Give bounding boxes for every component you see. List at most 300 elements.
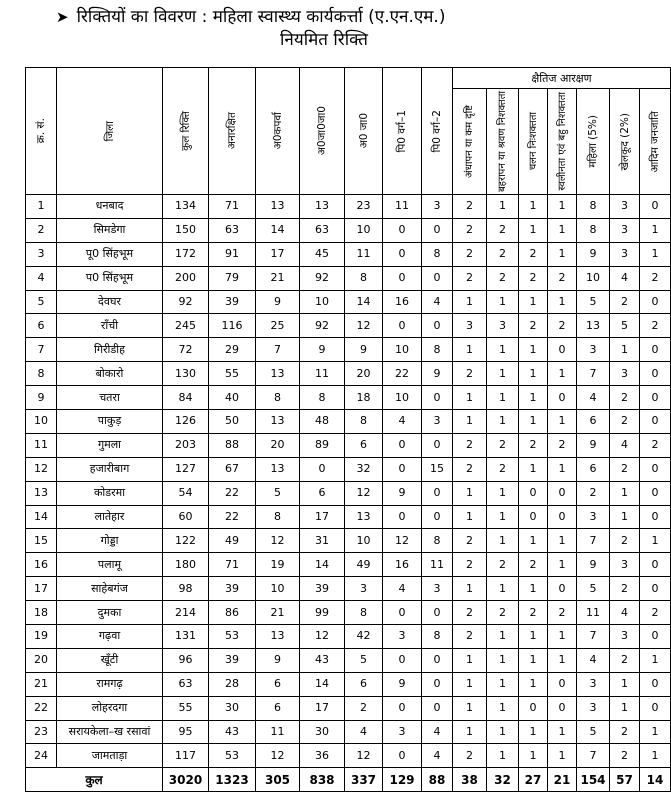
cell-value: 1 <box>453 386 487 410</box>
cell-value: 8 <box>577 218 610 242</box>
cell-value: 4 <box>422 720 453 744</box>
cell-value: 43 <box>300 648 345 672</box>
cell-value: 10 <box>577 266 610 290</box>
cell-value: 9 <box>256 648 300 672</box>
cell-value: 7 <box>577 625 610 649</box>
table-row <box>26 457 671 481</box>
cell-value: 63 <box>163 672 209 696</box>
total-value: 57 <box>610 768 640 792</box>
cell-value: 0 <box>383 314 422 338</box>
cell-value: 0 <box>383 696 422 720</box>
cell-value: 12 <box>345 744 383 768</box>
cell-value: 71 <box>209 553 256 577</box>
cell-value: 8 <box>422 529 453 553</box>
table-row <box>26 362 671 386</box>
total-value: 337 <box>345 768 383 792</box>
table-row <box>26 672 671 696</box>
cell-value: 4 <box>610 266 640 290</box>
cell-value: 5 <box>610 314 640 338</box>
cell-value: 2 <box>519 266 548 290</box>
cell-value: 2 <box>640 601 671 625</box>
cell-value: 0 <box>640 577 671 601</box>
cell-value: 2 <box>487 553 519 577</box>
cell-value: 22 <box>209 505 256 529</box>
cell-value: 1 <box>487 625 519 649</box>
cell-value: 0 <box>640 338 671 362</box>
cell-value: 116 <box>209 314 256 338</box>
cell-value: 0 <box>422 314 453 338</box>
cell-value: 2 <box>519 553 548 577</box>
cell-value: 67 <box>209 457 256 481</box>
cell-value: 2 <box>548 314 577 338</box>
cell-value: 150 <box>163 218 209 242</box>
cell-value: 2 <box>453 242 487 266</box>
cell-sno: 3 <box>26 242 57 266</box>
cell-value: 0 <box>422 648 453 672</box>
cell-value: 2 <box>519 314 548 338</box>
cell-sno: 18 <box>26 601 57 625</box>
cell-district: देवघर <box>57 290 163 314</box>
cell-value: 0 <box>640 457 671 481</box>
cell-value: 0 <box>422 696 453 720</box>
cell-value: 0 <box>548 338 577 362</box>
cell-value: 17 <box>256 242 300 266</box>
cell-district: धनबाद <box>57 195 163 219</box>
cell-value: 92 <box>300 266 345 290</box>
total-value: 154 <box>577 768 610 792</box>
table-row <box>26 481 671 505</box>
cell-value: 8 <box>300 386 345 410</box>
cell-value: 12 <box>383 529 422 553</box>
cell-value: 6 <box>345 433 383 457</box>
cell-value: 3 <box>422 577 453 601</box>
cell-value: 0 <box>383 266 422 290</box>
cell-value: 2 <box>519 601 548 625</box>
cell-value: 5 <box>577 577 610 601</box>
cell-value: 1 <box>519 672 548 696</box>
cell-value: 2 <box>453 457 487 481</box>
cell-value: 71 <box>209 195 256 219</box>
table-row <box>26 242 671 266</box>
total-value: 838 <box>300 768 345 792</box>
cell-value: 39 <box>300 577 345 601</box>
cell-value: 7 <box>256 338 300 362</box>
cell-value: 13 <box>256 625 300 649</box>
cell-value: 1 <box>487 648 519 672</box>
cell-value: 29 <box>209 338 256 362</box>
table-row <box>26 648 671 672</box>
cell-value: 2 <box>548 266 577 290</box>
cell-value: 1 <box>453 505 487 529</box>
cell-value: 54 <box>163 481 209 505</box>
cell-value: 30 <box>300 720 345 744</box>
cell-value: 0 <box>640 290 671 314</box>
cell-value: 55 <box>209 362 256 386</box>
table-row <box>26 553 671 577</box>
cell-value: 1 <box>640 744 671 768</box>
cell-value: 1 <box>610 672 640 696</box>
cell-value: 99 <box>300 601 345 625</box>
table-row <box>26 386 671 410</box>
cell-value: 2 <box>610 744 640 768</box>
cell-value: 92 <box>300 314 345 338</box>
cell-value: 1 <box>487 290 519 314</box>
cell-district: लातेहार <box>57 505 163 529</box>
cell-value: 1 <box>487 505 519 529</box>
cell-value: 3 <box>383 720 422 744</box>
cell-value: 6 <box>300 481 345 505</box>
cell-value: 1 <box>487 696 519 720</box>
cell-value: 11 <box>577 601 610 625</box>
cell-sno: 19 <box>26 625 57 649</box>
cell-value: 9 <box>256 290 300 314</box>
cell-value: 13 <box>256 457 300 481</box>
cell-value: 8 <box>422 338 453 362</box>
cell-value: 0 <box>422 266 453 290</box>
cell-value: 2 <box>487 433 519 457</box>
cell-sno: 7 <box>26 338 57 362</box>
cell-value: 18 <box>345 386 383 410</box>
page-title <box>56 6 616 28</box>
cell-value: 2 <box>610 386 640 410</box>
cell-value: 0 <box>300 457 345 481</box>
cell-value: 127 <box>163 457 209 481</box>
cell-value: 1 <box>453 648 487 672</box>
cell-value: 2 <box>453 601 487 625</box>
cell-value: 4 <box>345 720 383 744</box>
cell-sno: 2 <box>26 218 57 242</box>
header-district: जिला <box>57 68 163 195</box>
cell-value: 1 <box>548 720 577 744</box>
cell-value: 22 <box>209 481 256 505</box>
cell-value: 30 <box>209 696 256 720</box>
cell-value: 2 <box>640 266 671 290</box>
cell-value: 6 <box>256 672 300 696</box>
cell-value: 4 <box>383 410 422 434</box>
cell-value: 131 <box>163 625 209 649</box>
cell-value: 60 <box>163 505 209 529</box>
cell-value: 12 <box>345 314 383 338</box>
cell-value: 2 <box>610 529 640 553</box>
header-h1: अंधापन या कम दृष्टि <box>453 89 487 195</box>
cell-value: 1 <box>453 720 487 744</box>
cell-sno: 6 <box>26 314 57 338</box>
cell-sno: 20 <box>26 648 57 672</box>
cell-value: 2 <box>610 648 640 672</box>
cell-value: 96 <box>163 648 209 672</box>
cell-value: 12 <box>300 625 345 649</box>
cell-value: 12 <box>256 744 300 768</box>
cell-value: 0 <box>548 386 577 410</box>
cell-district: हजारीबाग <box>57 457 163 481</box>
total-value: 14 <box>640 768 671 792</box>
cell-value: 1 <box>548 744 577 768</box>
cell-value: 6 <box>256 696 300 720</box>
cell-value: 0 <box>640 505 671 529</box>
cell-sno: 21 <box>26 672 57 696</box>
cell-value: 5 <box>577 290 610 314</box>
cell-value: 4 <box>610 601 640 625</box>
cell-sno: 15 <box>26 529 57 553</box>
cell-value: 50 <box>209 410 256 434</box>
cell-value: 43 <box>209 720 256 744</box>
cell-value: 14 <box>345 290 383 314</box>
cell-value: 1 <box>453 577 487 601</box>
cell-value: 14 <box>256 218 300 242</box>
cell-value: 8 <box>345 266 383 290</box>
cell-value: 5 <box>256 481 300 505</box>
cell-value: 39 <box>209 648 256 672</box>
page-subtitle: नियमित रिक्ति <box>280 30 368 50</box>
cell-value: 2 <box>453 218 487 242</box>
cell-value: 13 <box>256 195 300 219</box>
cell-value: 10 <box>345 529 383 553</box>
cell-district: जामताड़ा <box>57 744 163 768</box>
cell-sno: 9 <box>26 386 57 410</box>
total-value: 88 <box>422 768 453 792</box>
cell-value: 8 <box>256 386 300 410</box>
cell-value: 1 <box>548 648 577 672</box>
header-h6: खेलकूद (2%) <box>610 89 640 195</box>
table-row <box>26 338 671 362</box>
cell-value: 91 <box>209 242 256 266</box>
totals-row <box>26 768 671 792</box>
cell-value: 86 <box>209 601 256 625</box>
cell-value: 13 <box>256 362 300 386</box>
cell-value: 0 <box>422 386 453 410</box>
header-col-a: अ0कपर्वा <box>256 68 300 195</box>
cell-value: 9 <box>345 338 383 362</box>
cell-value: 1 <box>453 290 487 314</box>
cell-sno: 24 <box>26 744 57 768</box>
cell-value: 117 <box>163 744 209 768</box>
cell-sno: 23 <box>26 720 57 744</box>
cell-value: 3 <box>610 218 640 242</box>
cell-district: चतरा <box>57 386 163 410</box>
cell-value: 0 <box>383 601 422 625</box>
cell-value: 9 <box>300 338 345 362</box>
total-value: 38 <box>453 768 487 792</box>
cell-value: 5 <box>577 720 610 744</box>
cell-value: 1 <box>487 744 519 768</box>
cell-value: 3 <box>383 625 422 649</box>
cell-value: 1 <box>519 410 548 434</box>
cell-value: 10 <box>256 577 300 601</box>
cell-value: 1 <box>453 696 487 720</box>
header-h3: चलन निःशक्तता <box>519 89 548 195</box>
cell-district: पू0 सिंहभूम <box>57 242 163 266</box>
cell-value: 2 <box>487 457 519 481</box>
table-row <box>26 218 671 242</box>
cell-value: 1 <box>548 553 577 577</box>
cell-value: 245 <box>163 314 209 338</box>
table-row <box>26 505 671 529</box>
cell-value: 1 <box>519 338 548 362</box>
cell-value: 7 <box>577 744 610 768</box>
cell-value: 1 <box>640 529 671 553</box>
cell-value: 2 <box>487 218 519 242</box>
cell-sno: 4 <box>26 266 57 290</box>
cell-value: 1 <box>487 577 519 601</box>
cell-value: 1 <box>548 290 577 314</box>
cell-value: 1 <box>610 481 640 505</box>
cell-value: 8 <box>345 410 383 434</box>
cell-value: 11 <box>422 553 453 577</box>
cell-sno: 14 <box>26 505 57 529</box>
cell-value: 1 <box>548 362 577 386</box>
cell-value: 13 <box>300 195 345 219</box>
cell-district: प0 सिंहभूम <box>57 266 163 290</box>
cell-value: 11 <box>345 242 383 266</box>
cell-value: 0 <box>383 648 422 672</box>
cell-value: 95 <box>163 720 209 744</box>
cell-value: 3 <box>577 338 610 362</box>
cell-value: 98 <box>163 577 209 601</box>
cell-value: 16 <box>383 553 422 577</box>
cell-value: 126 <box>163 410 209 434</box>
cell-value: 1 <box>548 457 577 481</box>
cell-value: 0 <box>640 386 671 410</box>
cell-sno: 8 <box>26 362 57 386</box>
cell-value: 53 <box>209 625 256 649</box>
cell-value: 1 <box>640 242 671 266</box>
table-row <box>26 195 671 219</box>
cell-value: 2 <box>519 433 548 457</box>
cell-value: 1 <box>453 672 487 696</box>
cell-value: 3 <box>610 625 640 649</box>
cell-value: 3 <box>610 195 640 219</box>
cell-value: 10 <box>383 386 422 410</box>
cell-value: 19 <box>256 553 300 577</box>
cell-district: सरायकेला–ख रसावां <box>57 720 163 744</box>
cell-value: 72 <box>163 338 209 362</box>
cell-value: 3 <box>422 410 453 434</box>
cell-value: 9 <box>577 553 610 577</box>
cell-value: 10 <box>345 218 383 242</box>
vacancy-table <box>25 67 671 792</box>
cell-value: 9 <box>577 433 610 457</box>
cell-value: 1 <box>487 481 519 505</box>
cell-sno: 11 <box>26 433 57 457</box>
cell-district: रामगढ़ <box>57 672 163 696</box>
cell-value: 40 <box>209 386 256 410</box>
total-value: 129 <box>383 768 422 792</box>
cell-value: 13 <box>345 505 383 529</box>
cell-value: 4 <box>422 744 453 768</box>
cell-value: 36 <box>300 744 345 768</box>
cell-value: 3 <box>422 195 453 219</box>
cell-district: गोड्डा <box>57 529 163 553</box>
cell-value: 0 <box>640 625 671 649</box>
cell-value: 3 <box>453 314 487 338</box>
cell-value: 2 <box>610 410 640 434</box>
cell-value: 2 <box>519 242 548 266</box>
cell-value: 3 <box>577 505 610 529</box>
table-row <box>26 266 671 290</box>
cell-value: 49 <box>209 529 256 553</box>
cell-value: 2 <box>640 433 671 457</box>
cell-value: 0 <box>422 672 453 696</box>
cell-value: 2 <box>453 362 487 386</box>
cell-value: 0 <box>548 505 577 529</box>
header-h7: आदिम जनजाति <box>640 89 671 195</box>
cell-value: 5 <box>345 648 383 672</box>
cell-value: 15 <box>422 457 453 481</box>
cell-value: 8 <box>422 625 453 649</box>
total-value: 1323 <box>209 768 256 792</box>
cell-value: 11 <box>256 720 300 744</box>
cell-value: 9 <box>577 242 610 266</box>
cell-value: 1 <box>487 720 519 744</box>
cell-value: 2 <box>640 314 671 338</box>
cell-value: 0 <box>422 433 453 457</box>
cell-value: 25 <box>256 314 300 338</box>
cell-value: 2 <box>610 290 640 314</box>
cell-value: 88 <box>209 433 256 457</box>
cell-value: 3 <box>610 362 640 386</box>
cell-value: 1 <box>519 744 548 768</box>
cell-value: 1 <box>640 720 671 744</box>
table-row <box>26 744 671 768</box>
cell-value: 10 <box>300 290 345 314</box>
cell-value: 17 <box>300 505 345 529</box>
cell-value: 4 <box>577 648 610 672</box>
cell-value: 134 <box>163 195 209 219</box>
cell-value: 2 <box>487 242 519 266</box>
cell-value: 214 <box>163 601 209 625</box>
table-row <box>26 433 671 457</box>
cell-value: 12 <box>256 529 300 553</box>
total-value: 305 <box>256 768 300 792</box>
cell-value: 2 <box>453 529 487 553</box>
cell-value: 7 <box>577 362 610 386</box>
cell-value: 2 <box>453 433 487 457</box>
table-row <box>26 529 671 553</box>
cell-value: 11 <box>383 195 422 219</box>
cell-district: गुमला <box>57 433 163 457</box>
cell-value: 22 <box>383 362 422 386</box>
cell-value: 11 <box>300 362 345 386</box>
cell-district: खूँटी <box>57 648 163 672</box>
cell-value: 0 <box>548 672 577 696</box>
cell-value: 63 <box>209 218 256 242</box>
cell-value: 2 <box>487 601 519 625</box>
cell-value: 1 <box>487 672 519 696</box>
cell-value: 200 <box>163 266 209 290</box>
cell-sno: 5 <box>26 290 57 314</box>
cell-value: 0 <box>519 696 548 720</box>
cell-value: 0 <box>422 505 453 529</box>
cell-sno: 13 <box>26 481 57 505</box>
cell-value: 2 <box>453 625 487 649</box>
cell-value: 21 <box>256 266 300 290</box>
cell-value: 1 <box>519 195 548 219</box>
cell-value: 6 <box>577 457 610 481</box>
cell-value: 14 <box>300 672 345 696</box>
table-row <box>26 696 671 720</box>
cell-value: 63 <box>300 218 345 242</box>
cell-value: 53 <box>209 744 256 768</box>
cell-value: 0 <box>422 218 453 242</box>
cell-district: गिरीडीह <box>57 338 163 362</box>
table-row <box>26 290 671 314</box>
cell-value: 1 <box>487 195 519 219</box>
cell-value: 0 <box>519 505 548 529</box>
header-h4: स्वलीनता एवं बहु निशक्तता <box>548 89 577 195</box>
cell-value: 16 <box>383 290 422 314</box>
cell-value: 6 <box>577 410 610 434</box>
cell-value: 2 <box>548 601 577 625</box>
